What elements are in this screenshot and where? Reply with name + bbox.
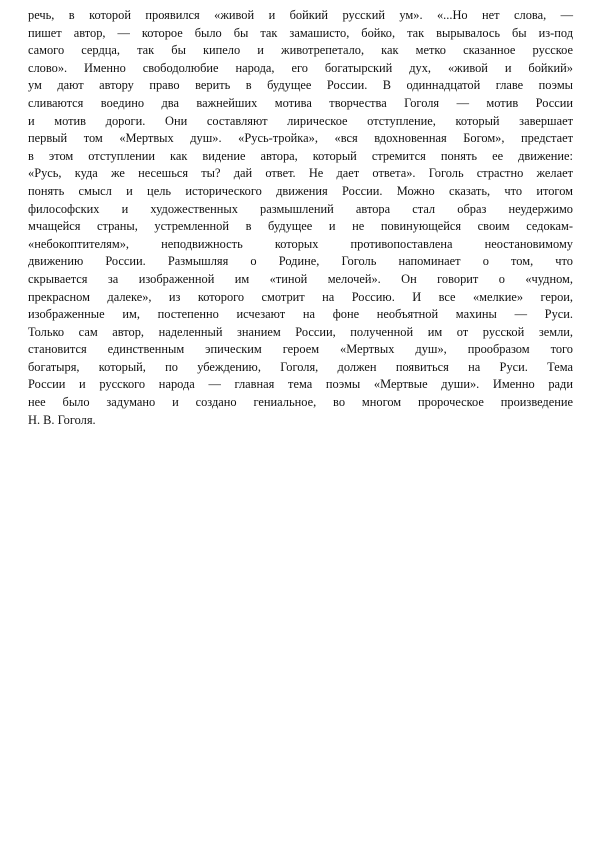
text-line: России и русского народа — главная тема поэмы «Мертвые души». Именно ради bbox=[28, 377, 573, 392]
text-line: прекрасном далеке», из которого смотрит на Россию. И все «мелкие» герои, bbox=[28, 289, 573, 304]
text-line: богатыря, который, по убеждению, Гоголя, должен появиться на Руси. Тема bbox=[28, 359, 573, 374]
text-line: Н. В. Гоголя. bbox=[28, 412, 96, 427]
text-line: в этом отступлении как видение автора, который стремится понять ее движение: bbox=[28, 148, 573, 163]
text-line: сливаются воедино два важнейших мотива творчества Гоголя — мотив России bbox=[28, 95, 573, 110]
body-text bbox=[28, 7, 573, 429]
text-line: пишет автор, — которое было бы так замашисто, бойко, так вырывалось бы из-под bbox=[28, 25, 573, 40]
text-line: речь, в которой проявился «живой и бойкий русский ум». «...Но нет слова, — bbox=[28, 8, 573, 22]
text-line: слово». Именно свободолюбие народа, его богатырский дух, «живой и бойкий» bbox=[28, 60, 573, 75]
text-line: изображенные им, постепенно исчезают на фоне необъятной махины — Руси. bbox=[28, 307, 573, 322]
text-line: движению России. Размышляя о Родине, Гоголь напоминает о том, что bbox=[28, 254, 573, 269]
text-line: нее было задумано и создано гениальное, во многом пророческое произведение bbox=[28, 395, 573, 410]
text-line: мчащейся страны, устремленной в будущее и не повинующейся своим седокам- bbox=[28, 219, 573, 234]
text-line: «небокоптителям», неподвижность которых противопоставлена неостановимому bbox=[28, 236, 573, 251]
text-line: самого сердца, так бы кипело и животрепетало, как метко сказанное русское bbox=[28, 43, 573, 58]
text-line: философских и художественных размышлений автора стал образ неудержимо bbox=[28, 201, 573, 216]
text-line: ум дают автору право верить в будущее России. В одиннадцатой главе поэмы bbox=[28, 78, 573, 93]
text-line: скрывается за изображенной им «тиной мелочей». Он говорит о «чудном, bbox=[28, 271, 573, 286]
text-line: становится единственным эпическим героем «Мертвых душ», прообразом того bbox=[28, 342, 573, 357]
text-line: Только сам автор, наделенный знанием России, полученной им от русской земли, bbox=[28, 324, 573, 339]
text-line: и мотив дороги. Они составляют лирическое отступление, который завершает bbox=[28, 113, 573, 128]
text-line: «Русь, куда же несешься ты? дай ответ. Не дает ответа». Гоголь страстно желает bbox=[28, 166, 573, 181]
text-line: первый том «Мертвых душ». «Русь-тройка», «вся вдохновенная Богом», предстает bbox=[28, 131, 573, 146]
text-line: понять смысл и цель исторического движения России. Можно сказать, что итогом bbox=[28, 183, 573, 198]
